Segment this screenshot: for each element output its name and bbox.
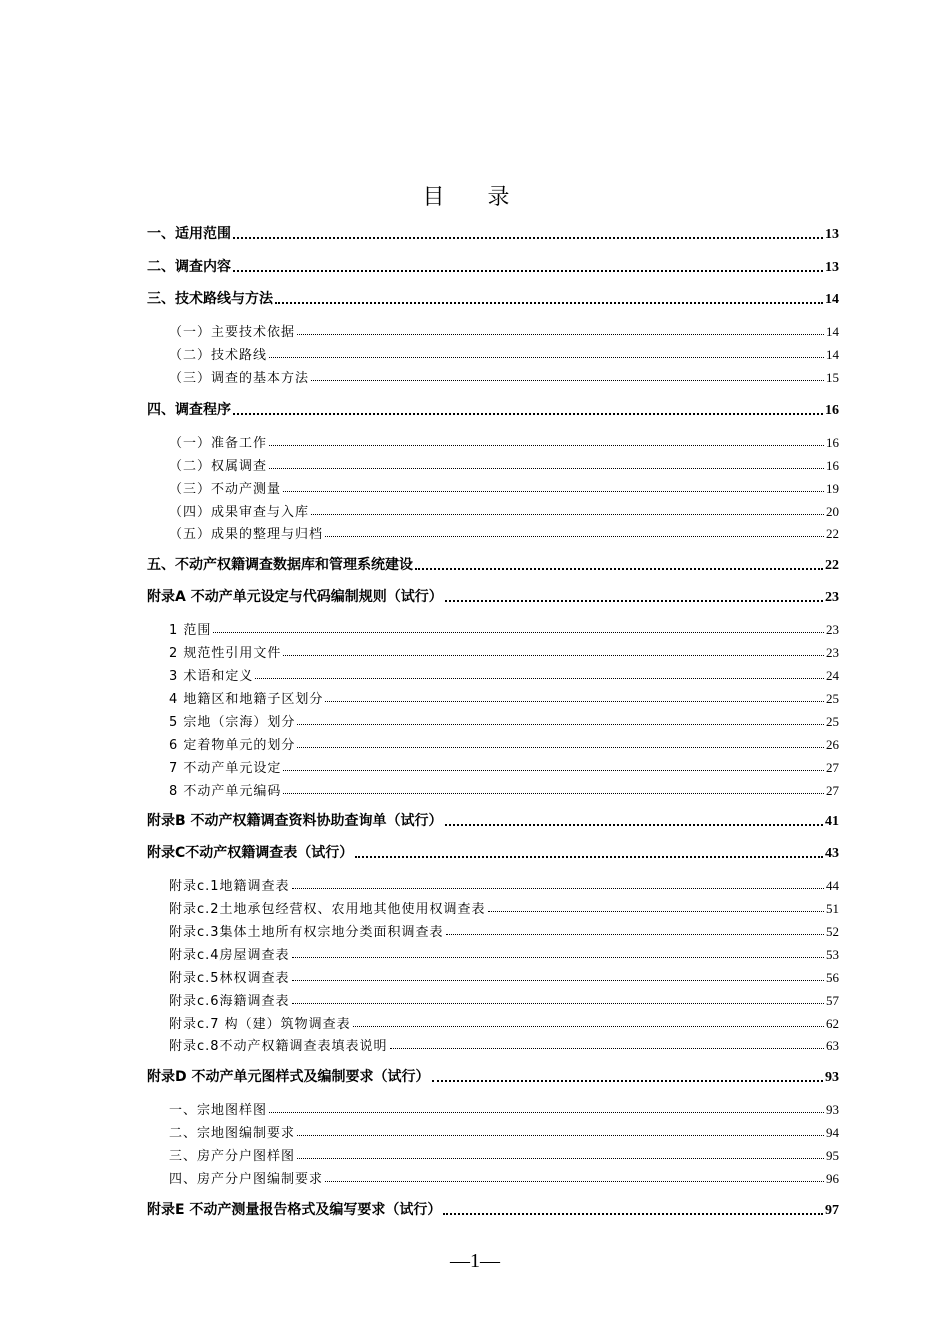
toc-entry[interactable] (169, 777, 839, 799)
toc-entry[interactable] (169, 872, 839, 894)
page-number: —1— (450, 1250, 500, 1272)
dot-leader (445, 823, 823, 826)
toc-entry-page: 16 (826, 435, 839, 450)
toc-entry-label: 二、调查内容 (147, 259, 231, 275)
toc-entry-label: （二）权属调查 (169, 459, 268, 474)
toc-entry[interactable] (169, 1096, 839, 1118)
toc-entry-label: 附录C不动产权籍调查表（试行） (147, 845, 354, 861)
toc-entry-label: 三、房产分户图样图 (169, 1149, 296, 1164)
toc-entry-page: 19 (826, 481, 839, 496)
toc-entry-label: 附录c.5林权调查表 (169, 971, 290, 986)
toc-entry-label: 附录E 不动产测量报告格式及编写要求（试行） (147, 1202, 442, 1218)
dot-leader (297, 333, 824, 335)
toc-entry[interactable] (147, 552, 839, 574)
toc-entry[interactable] (169, 895, 839, 917)
toc-entry-page: 13 (825, 260, 839, 275)
toc-entry[interactable] (169, 639, 839, 661)
toc-entry-page: 95 (826, 1148, 839, 1163)
toc-entry-label: 一、适用范围 (147, 226, 231, 242)
toc-entry-page: 53 (826, 947, 839, 962)
toc-entry-page: 57 (826, 993, 839, 1008)
toc-entry-label: 附录D 不动产单元图样式及编制要求（试行） (147, 1069, 430, 1085)
toc-entry-label: 7 不动产单元设定 (169, 761, 282, 776)
toc-entry[interactable] (147, 840, 839, 862)
dot-leader (275, 301, 823, 304)
dot-leader (213, 631, 824, 633)
toc-entry-label: （三）调查的基本方法 (169, 371, 310, 386)
toc-entry[interactable] (147, 286, 839, 308)
toc-entry-label: 附录A 不动产单元设定与代码编制规则（试行） (147, 589, 443, 605)
toc-entry-page: 22 (826, 526, 839, 541)
toc-entry-page: 23 (825, 590, 839, 605)
toc-entry-page: 52 (826, 924, 839, 939)
dot-leader (292, 956, 824, 958)
toc-entry-label: 附录c.8不动产权籍调查表填表说明 (169, 1039, 388, 1054)
toc-entry-label: 3 术语和定义 (169, 669, 254, 684)
toc-entry[interactable] (169, 731, 839, 753)
dot-leader (297, 723, 824, 725)
dot-leader (353, 1025, 824, 1027)
toc-entry[interactable] (169, 685, 839, 707)
dot-leader (269, 356, 824, 358)
toc-entry-page: 93 (825, 1070, 839, 1085)
dot-leader (269, 444, 824, 446)
toc-entry[interactable] (169, 987, 839, 1009)
toc-entry[interactable] (169, 498, 839, 520)
dot-leader (255, 677, 824, 679)
toc-entry-page: 51 (826, 901, 839, 916)
toc-entry-label: （一）准备工作 (169, 436, 268, 451)
dot-leader (355, 855, 823, 858)
dot-leader (233, 236, 823, 239)
toc-entry-page: 22 (825, 558, 839, 573)
dot-leader (311, 379, 824, 381)
toc-entry[interactable] (147, 584, 839, 606)
toc-entry[interactable] (169, 662, 839, 684)
toc-entry-page: 15 (826, 370, 839, 385)
toc-entry-label: 五、不动产权籍调查数据库和管理系统建设 (147, 557, 413, 573)
toc-entry-label: 附录B 不动产权籍调查资料协助查询单（试行） (147, 813, 443, 829)
toc-entry[interactable] (169, 708, 839, 730)
toc-entry[interactable] (169, 1165, 839, 1187)
toc-entry[interactable] (169, 364, 839, 386)
toc-entry[interactable] (169, 1010, 839, 1032)
toc-entry-label: 四、房产分户图编制要求 (169, 1172, 324, 1187)
toc-entry-label: 二、宗地图编制要求 (169, 1126, 296, 1141)
toc-entry-label: （五）成果的整理与归档 (169, 527, 324, 542)
toc-entry-page: 63 (826, 1038, 839, 1053)
toc-entry-label: （二）技术路线 (169, 348, 268, 363)
toc-entry-page: 24 (826, 668, 839, 683)
dot-leader (311, 513, 824, 515)
toc-entry[interactable] (169, 452, 839, 474)
toc-entry-label: 附录c.1地籍调查表 (169, 879, 290, 894)
toc-entry[interactable] (169, 429, 839, 451)
dot-leader (233, 412, 823, 415)
toc-entry-label: 附录c.2土地承包经营权、农用地其他使用权调查表 (169, 902, 486, 917)
toc-entry-label: 5 宗地（宗海）划分 (169, 715, 296, 730)
dot-leader (415, 567, 823, 570)
toc-entry-page: 93 (826, 1102, 839, 1117)
toc-entry-page: 27 (826, 783, 839, 798)
toc-entry[interactable] (169, 941, 839, 963)
dot-leader (283, 792, 824, 794)
toc-entry-page: 56 (826, 970, 839, 985)
dot-leader (292, 887, 824, 889)
dot-leader (233, 269, 823, 272)
toc-entry[interactable] (169, 1119, 839, 1141)
dot-leader (297, 746, 824, 748)
toc-entry-label: 1 范围 (169, 623, 212, 638)
toc-entry[interactable] (169, 918, 839, 940)
toc-entry[interactable] (169, 520, 839, 542)
toc-entry-page: 20 (826, 504, 839, 519)
toc-entry-label: 2 规范性引用文件 (169, 646, 282, 661)
dot-leader (446, 933, 824, 935)
toc-entry-label: 4 地籍区和地籍子区划分 (169, 692, 324, 707)
dot-leader (390, 1047, 824, 1049)
dot-leader (325, 700, 824, 702)
toc-entry-label: （四）成果审查与入库 (169, 505, 310, 520)
toc-entry-label: （一）主要技术依据 (169, 325, 296, 340)
dot-leader (283, 654, 824, 656)
toc-entry[interactable] (169, 964, 839, 986)
toc-entry-page: 97 (825, 1203, 839, 1218)
toc-entry-page: 23 (826, 622, 839, 637)
dot-leader (432, 1079, 824, 1082)
toc-entry[interactable] (169, 616, 839, 638)
toc-entry[interactable] (147, 254, 839, 276)
dot-leader (443, 1212, 823, 1215)
toc-entry[interactable] (147, 1064, 839, 1086)
toc-entry-page: 25 (826, 714, 839, 729)
toc-entry-page: 14 (825, 292, 839, 307)
toc-entry-page: 44 (826, 878, 839, 893)
toc-entry-page: 14 (826, 324, 839, 339)
toc-entry-page: 94 (826, 1125, 839, 1140)
toc-entry-page: 23 (826, 645, 839, 660)
toc-entry[interactable] (169, 1032, 839, 1054)
toc-entry-page: 26 (826, 737, 839, 752)
toc-entry-page: 27 (826, 760, 839, 775)
dot-leader (269, 1111, 824, 1113)
toc-entry-label: 附录c.4房屋调查表 (169, 948, 290, 963)
dot-leader (297, 1134, 824, 1136)
toc-entry[interactable] (169, 475, 839, 497)
toc-entry-label: 8 不动产单元编码 (169, 784, 282, 799)
toc-entry-page: 25 (826, 691, 839, 706)
toc-entry[interactable] (169, 341, 839, 363)
toc-entry-label: 6 定着物单元的划分 (169, 738, 296, 753)
toc-entry[interactable] (147, 397, 839, 419)
toc-entry-page: 41 (825, 814, 839, 829)
toc-entry-page: 13 (825, 227, 839, 242)
page-title: 目 录 (422, 185, 528, 210)
toc-entry-page: 96 (826, 1171, 839, 1186)
toc-entry-label: 附录c.7 构（建）筑物调查表 (169, 1017, 351, 1032)
toc-entry[interactable] (169, 754, 839, 776)
dot-leader (297, 1157, 824, 1159)
toc-entry-label: 四、调查程序 (147, 402, 231, 418)
toc-entry-label: 附录c.3集体土地所有权宗地分类面积调查表 (169, 925, 444, 940)
dot-leader (325, 1180, 824, 1182)
dot-leader (283, 769, 824, 771)
toc-entry[interactable] (147, 808, 839, 830)
toc-entry-page: 16 (826, 458, 839, 473)
toc-entry-page: 43 (825, 846, 839, 861)
toc-entry-label: 附录c.6海籍调查表 (169, 994, 290, 1009)
toc-entry-label: 一、宗地图样图 (169, 1103, 268, 1118)
dot-leader (325, 535, 824, 537)
dot-leader (445, 599, 823, 602)
toc-entry-label: （三）不动产测量 (169, 482, 282, 497)
toc-entry[interactable] (169, 318, 839, 340)
dot-leader (488, 910, 824, 912)
dot-leader (292, 979, 824, 981)
toc-entry-page: 14 (826, 347, 839, 362)
toc-entry[interactable] (169, 1142, 839, 1164)
dot-leader (269, 467, 824, 469)
dot-leader (292, 1002, 824, 1004)
toc-entry[interactable] (147, 1197, 839, 1219)
toc-entry[interactable] (147, 221, 839, 243)
toc-entry-page: 62 (826, 1016, 839, 1031)
toc-entry-label: 三、技术路线与方法 (147, 291, 273, 307)
toc-entry-page: 16 (825, 403, 839, 418)
dot-leader (283, 490, 824, 492)
